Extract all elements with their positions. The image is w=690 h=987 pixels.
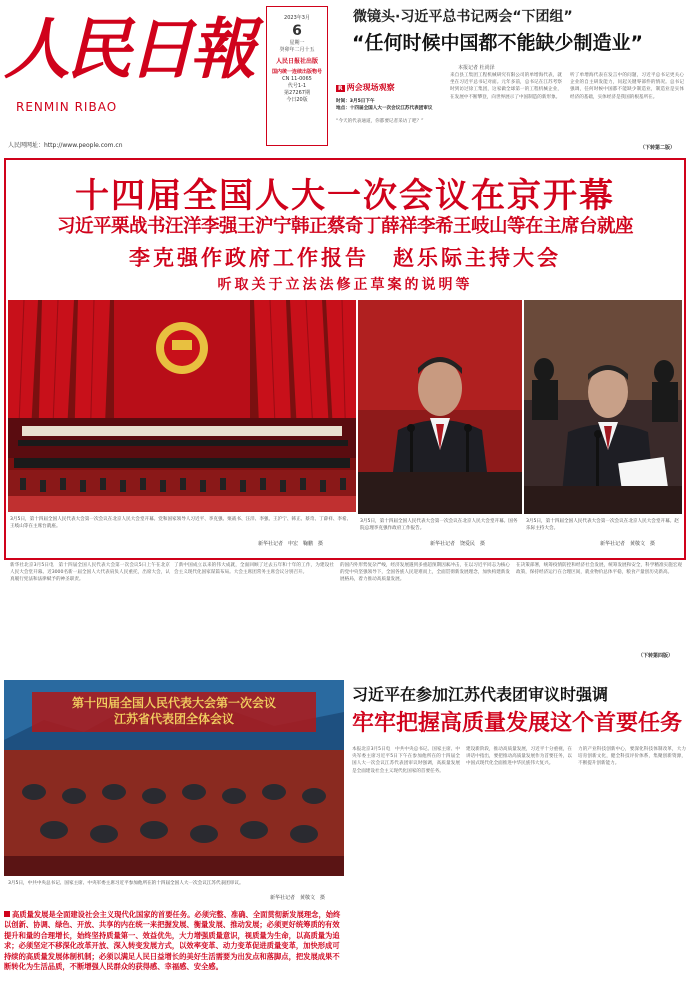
lead-headline[interactable]: 十四届全国人大一次会议在京开幕	[75, 176, 615, 216]
photo-4-credit: 新华社记者 黄敬文 摄	[270, 895, 326, 901]
photo-zhao-leji	[524, 300, 682, 514]
scene-badge: R	[338, 85, 343, 92]
photo-4-caption: 3月5日，中共中央总书记、国家主席、中央军委主席习近平参加他所在的十四届全国人大一次会议江苏代表团审议。	[8, 881, 244, 886]
top-story-quote: “今天的代表通道，你都要记者采访了吧？”	[336, 119, 424, 125]
website-url[interactable]: 人民网网址：http://www.people.com.cn	[8, 142, 123, 149]
photo-3-credit: 新华社记者 黄敬文 摄	[600, 541, 656, 547]
issue-date: 2023年3月	[284, 15, 310, 21]
photo-3-caption: 3月5日，第十四届全国人民代表大会第一次会议在北京人民大会堂开幕。赵乐际主持大会。	[526, 519, 679, 531]
issue-cn-label: 国内统一连续出版物号	[271, 69, 322, 75]
issue-weekday: 星期一	[289, 40, 305, 46]
premier-illustration	[358, 300, 522, 514]
masthead-title: 人民日報	[4, 10, 252, 88]
lead-story-continued[interactable]: （下转第四版）	[638, 653, 674, 659]
zhao-leji-illustration	[524, 300, 682, 514]
top-story-reporter: 本报记者 杜尚泽	[458, 65, 495, 71]
second-story-headline-2[interactable]: 牢牢把握高质量发展这个首要任务	[352, 711, 683, 736]
banner-line-1: 第十四届全国人民代表大会第一次会议	[71, 696, 276, 710]
issue-pages: 今日20版	[286, 97, 308, 103]
second-body-col1: 本报北京3月5日电 中共中央总书记、国家主席、中央军委主席习近平5日下午在参加他所在的十四届全国人大一次会议江苏代表团审议时强调，高质量发展是全面建设社会主义现代化国家的首要任务。	[352, 747, 460, 774]
lead-body-col1: 新华社北京3月5日电 第十四届全国人民代表大会第一次会议5日上午在北京人民大会堂开幕。近3000名新一届全国人大代表肩负人民重托，出席大会，认真履行宪法和法律赋予的神圣职责。	[10, 563, 170, 583]
second-story-headline-1[interactable]: 习近平在参加江苏代表团审议时强调	[352, 685, 609, 704]
photo-2-caption: 3月5日，第十四届全国人民代表大会第一次会议在北京人民大会堂开幕。国务院总理李克强作政府工作报告。	[360, 519, 518, 531]
lead-body-col3: 的国内外形势复杂严峻，经济发展遇到多重超预期因素冲击，在以习近平同志为核心的党中央坚强领导下，全国各族人民迎难而上，全面贯彻新发展理念，加快构建新发展格局，着力推动高质量发展。	[340, 563, 510, 583]
top-story-place: 地点：十四届全国人大一次会议江苏代表团审议	[336, 106, 433, 112]
scene-label-text: 两会现场观察	[346, 83, 395, 92]
issue-lunar: 癸卯年二月十五	[279, 47, 315, 53]
issue-day: 6	[292, 23, 302, 39]
issue-cn-number: CN 11-0065	[282, 76, 312, 82]
lead-subhead-3: 听取关于立法法修正草案的说明等	[217, 277, 473, 293]
top-story-col2: 来自县工集团工程机械研究有限公司的单增海代表，就坐在习近平总书记对面。元年多前，总书记在江苏考察时到访过徐工集团，这家做全球第一的工程机械企业，在发展中不断攀登，向世界展示了中国制造的新形象。	[450, 73, 562, 100]
masthead-logo	[4, 4, 259, 114]
lead-body-col2: 了新中国成立以来的伟大成就，全面回顾了过去五年和十年的工作，为建设社会主义现代化国家谋篇布局。大会主席团常务主席会议分别召开。	[174, 563, 334, 576]
issue-info-box	[266, 6, 328, 146]
bullet-square-icon	[4, 911, 10, 917]
masthead-pinyin: RENMIN RIBAO	[16, 100, 118, 114]
top-story-headline[interactable]: “任何时候中国都不能缺少制造业”	[352, 32, 643, 54]
issue-code: 代号1-1	[287, 83, 307, 89]
photo-2-credit: 新华社记者 饶爱民 摄	[430, 541, 486, 547]
top-story-col1	[336, 98, 436, 154]
great-hall-illustration	[8, 300, 356, 512]
banner-line-2: 江苏省代表团全体会议	[113, 712, 234, 726]
photo-1-caption: 3月5日，第十四届全国人民代表大会第一次会议在北京人民大会堂开幕。党和国家领导人习近平、李克强、栗战书、汪洋、李强、王沪宁、韩正、蔡奇、丁薛祥、李希、王岐山等在主席台就座。	[10, 517, 352, 529]
top-story-continued[interactable]: （下转第二版）	[640, 145, 676, 151]
lead-subhead-2: 李克强作政府工作报告 赵乐际主持大会	[129, 246, 561, 270]
photo-premier	[358, 300, 522, 514]
issue-publisher: 人民日报社出版	[275, 58, 318, 65]
second-body-col3: 力的产业科技创新中心，要深化科技体制改革，大力培育创新文化，健全科技评价体系，集聚创新资源，不断提升创新能力。	[578, 747, 686, 767]
key-quote-box	[4, 910, 344, 984]
top-story-time: 时间：3月5日下午	[336, 99, 375, 104]
top-story-kicker: 微镜头·习近平总书记两会“下团组”	[353, 9, 573, 25]
photo-great-hall	[8, 300, 356, 512]
lead-subhead-1: 习近平栗战书汪洋李强王沪宁韩正蔡奇丁薛祥李希王岐山等在主席台就座	[56, 216, 633, 237]
photo-1-credit: 新华社记者 申宏 鞠鹏 摄	[258, 541, 324, 547]
lead-body-col4: 在决策部署，统筹疫情防控和经济社会发展，统筹发展和安全，科学精准实施宏观政策，保持经济运行在合理区间，就业物价总体平稳，粮食产量创历史新高。	[516, 563, 682, 576]
second-body-col2: 建设新阶段，推动高质量发展，习近平十分重视，在讲话中指出，要把推动高质量发展作为首要任务，以中国式现代化全面推进中华民族伟大复兴。	[466, 747, 572, 767]
scene-label	[336, 82, 395, 93]
top-story-col3: 听了单增海代表在发言中的问题，习近平总书记更关心企业的自主研发能力，问起关键零部件的情况。总书记强调，任何时候中国都不能缺少制造业，制造业是实体经济的基础，实体经济是我国的根基所在。	[570, 73, 684, 100]
issue-serial: 第27267期	[284, 90, 310, 96]
key-quote-text: 高质量发展是全面建设社会主义现代化国家的首要任务。必须完整、准确、全面贯彻新发展理念，始终以创新、协调、绿色、开放、共享的内在统一来把握发展、衡量发展、推动发展；必须更好统筹质的有效提升和量的合理增长，始终坚持质量第一、效益优先，大力增强质量意识，视质量为生命，以高质量为追求；必须坚定不移深化改革开放、深入转变发展方式，以效率变革、动力变革促进质量变革，加快形成可持续的高质量发展体制机制；必须以满足人民日益增长的美好生活需要为出发点和落脚点，把发展成果不断转化为生活品质，不断增强人民群众的获得感、幸福感、安全感。	[4, 910, 341, 972]
